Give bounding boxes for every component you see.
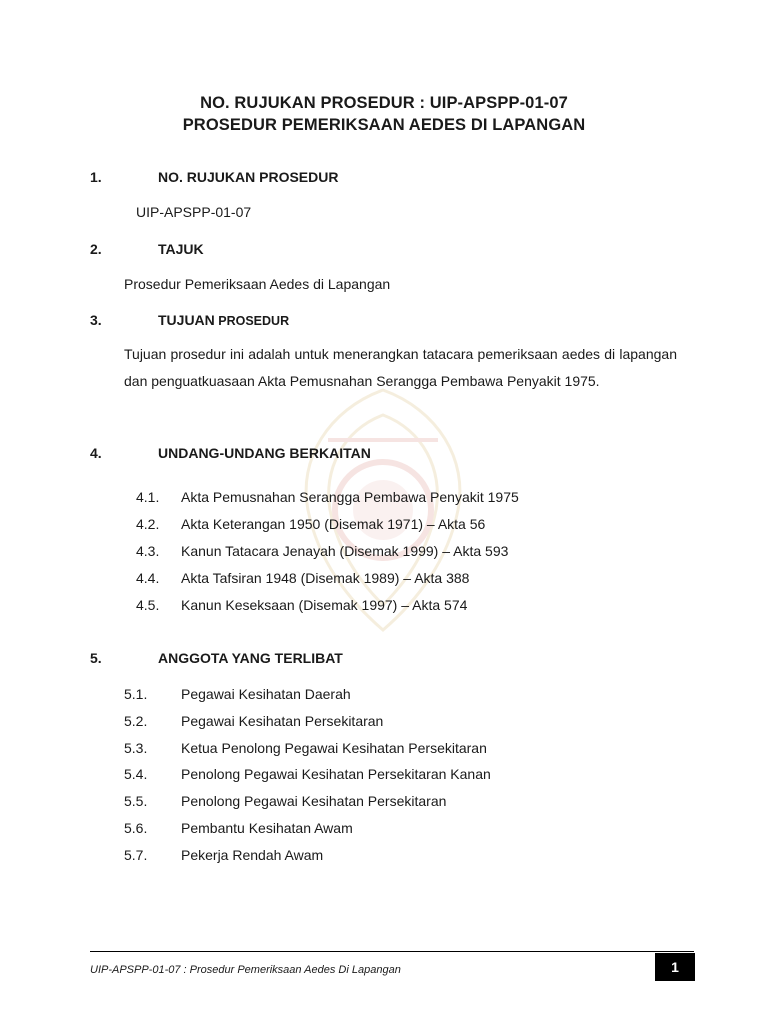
section-heading: ANGGOTA YANG TERLIBAT — [158, 650, 343, 666]
list-item-number: 5.3. — [124, 740, 148, 756]
list-item: Pembantu Kesihatan Awam — [181, 820, 353, 836]
list-item-number: 4.4. — [136, 570, 160, 586]
list-item-number: 5.4. — [124, 766, 148, 782]
section-heading — [158, 312, 289, 328]
list-item-number: 5.7. — [124, 847, 148, 863]
list-item-number: 5.5. — [124, 793, 148, 809]
list-item: Pegawai Kesihatan Daerah — [181, 686, 351, 702]
section-heading-small: PROSEDUR — [214, 314, 290, 328]
list-item-number: 4.2. — [136, 516, 160, 532]
page-title: NO. RUJUKAN PROSEDUR : UIP-APSPP-01-07 — [200, 94, 568, 112]
list-item: Akta Pemusnahan Serangga Pembawa Penyakit 1975 — [181, 489, 519, 505]
section-heading: TAJUK — [158, 241, 204, 257]
list-item: Penolong Pegawai Kesihatan Persekitaran Kanan — [181, 766, 491, 782]
list-item: Kanun Tatacara Jenayah (Disemak 1999) – Akta 593 — [181, 543, 509, 559]
list-item: Kanun Keseksaan (Disemak 1997) – Akta 574 — [181, 597, 468, 613]
list-item-number: 4.3. — [136, 543, 160, 559]
list-item-number: 5.1. — [124, 686, 148, 702]
list-item: Akta Tafsiran 1948 (Disemak 1989) – Akta 388 — [181, 570, 470, 586]
page-subtitle: PROSEDUR PEMERIKSAAN AEDES DI LAPANGAN — [182, 116, 586, 134]
section-heading: NO. RUJUKAN PROSEDUR — [158, 169, 339, 185]
footer-divider — [90, 951, 694, 952]
list-item-number: 5.6. — [124, 820, 148, 836]
section-heading-main: TUJUAN — [158, 312, 215, 328]
list-item: Akta Keterangan 1950 (Disemak 1971) – Akta 56 — [181, 516, 486, 532]
list-item: Pegawai Kesihatan Persekitaran — [181, 713, 384, 729]
list-item-number: 4.1. — [136, 489, 160, 505]
section-heading: UNDANG-UNDANG BERKAITAN — [158, 445, 371, 461]
page-number: 1 — [655, 953, 695, 981]
list-item: Penolong Pegawai Kesihatan Persekitaran — [181, 793, 447, 809]
list-item: Pekerja Rendah Awam — [181, 847, 324, 863]
section-number: 4. — [90, 445, 102, 461]
section-number: 3. — [90, 312, 102, 328]
section-body: UIP-APSPP-01-07 — [136, 204, 252, 220]
section-number: 2. — [90, 241, 102, 257]
list-item-number: 5.2. — [124, 713, 148, 729]
section-number: 1. — [90, 169, 102, 185]
footer-text: UIP-APSPP-01-07 : Prosedur Pemeriksaan Aedes Di Lapangan — [90, 964, 401, 976]
section-body: Prosedur Pemeriksaan Aedes di Lapangan — [124, 276, 391, 292]
section-body: Tujuan prosedur ini adalah untuk menerangkan tatacara pemeriksaan aedes di lapangan dan penguatkuasaan Akta Pemusnahan Serangga Pembawa Penyakit 1975. — [124, 346, 677, 389]
list-item: Ketua Penolong Pegawai Kesihatan Persekitaran — [181, 740, 487, 756]
section-number: 5. — [90, 650, 102, 666]
list-item-number: 4.5. — [136, 597, 160, 613]
